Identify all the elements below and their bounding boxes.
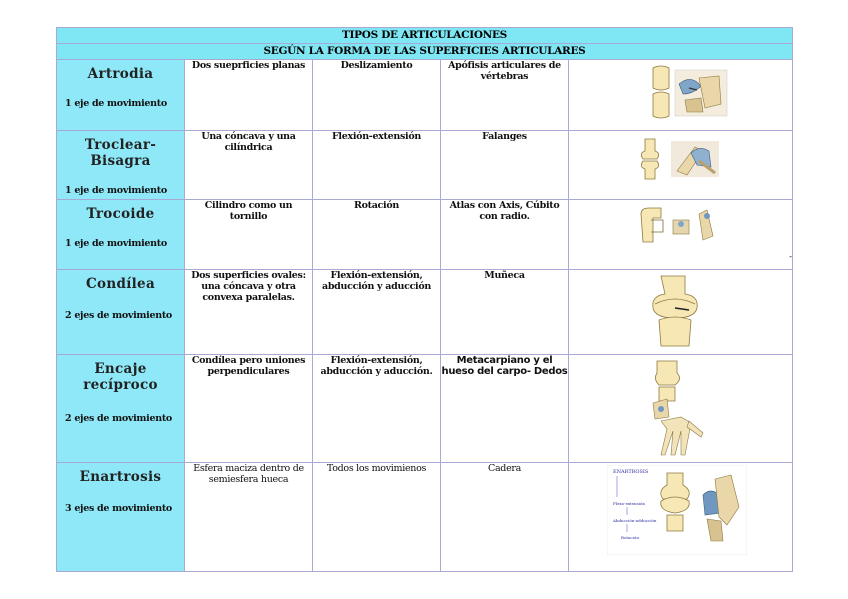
surface-cell: Dos superficies ovales: una cóncava y otra convexa paralelas. [185,270,313,355]
illustration-cell [569,270,793,355]
troclear-illustration [637,137,723,181]
joint-name: Enartrosis [79,469,162,485]
illustration-cell [569,200,793,270]
encaje-illustration [651,359,707,457]
movement-cell: Rotación [313,200,441,270]
table-row [57,200,793,270]
table-row [57,463,793,572]
joint-name: Trocoide [86,206,155,222]
stray-mark: - [789,252,792,261]
joint-axes: 2 ejes de movimiento [65,310,172,321]
surface-cell: Dos sueprficies planas [185,60,313,131]
enartrosis-title: ENARTROSIS [613,469,649,475]
illustration-cell [569,60,793,131]
condilea-illustration [645,274,705,348]
joint-name-cell [57,463,185,572]
articulations-table [56,27,793,572]
table-row [57,131,793,200]
enartrosis-label-2: Abducción-adducción [613,518,657,523]
example-cell: Cadera [441,463,569,572]
example-cell: Apófisis articulares de vértebras [441,60,569,131]
joint-name-cell [57,200,185,270]
movement-cell: Flexión-extensión, abducción y aducción [313,270,441,355]
illustration-cell [569,463,793,572]
joint-name: Artrodia [87,66,154,82]
joint-axes: 1 eje de movimiento [65,185,167,196]
illustration-cell [569,355,793,463]
enartrosis-illustration [607,465,747,555]
example-cell: Falanges [441,131,569,200]
table-subtitle: SEGÚN LA FORMA DE LAS SUPERFICIES ARTICULARES [57,44,793,60]
movement-cell: Todos los movimienos [313,463,441,572]
table-row [57,270,793,355]
joint-name-cell [57,60,185,131]
surface-cell: Una cóncava y una cilíndrica [185,131,313,200]
example-cell: Atlas con Axis, Cúbito con radio. [441,200,569,270]
movement-cell: Deslizamiento [313,60,441,131]
example-cell: Metacarpiano y el hueso del carpo- Dedos [441,355,569,463]
artrodia-illustration [649,64,731,120]
illustration-cell [569,131,793,200]
enartrosis-label-3: Rotación [621,535,639,540]
enartrosis-label-1: Flexo-extensión [613,501,645,506]
joint-name: Condílea [86,276,155,292]
example-cell: Muñeca [441,270,569,355]
joint-axes: 1 eje de movimiento [65,238,167,249]
joint-name-cell [57,355,185,463]
movement-cell: Flexión-extensión [313,131,441,200]
joint-axes: 2 ejes de movimiento [65,413,172,424]
table-title: TIPOS DE ARTICULACIONES [57,28,793,44]
joint-axes: 3 ejes de movimiento [65,503,172,514]
table-row [57,60,793,131]
movement-cell: Flexión-extensión, abducción y aducción. [313,355,441,463]
joint-name-cell [57,131,185,200]
trocoide-illustration [637,206,723,246]
joint-name-cell [57,270,185,355]
surface-cell: Cilindro como un tornillo [185,200,313,270]
table-row [57,355,793,463]
joint-name: Encaje recíproco [83,361,158,393]
surface-cell: Esfera maciza dentro de semiesfera hueca [185,463,313,572]
joint-axes: 1 eje de movimiento [65,98,167,109]
joint-name: Troclear-Bisagra [84,137,157,169]
surface-cell: Condílea pero uniones perpendiculares [185,355,313,463]
